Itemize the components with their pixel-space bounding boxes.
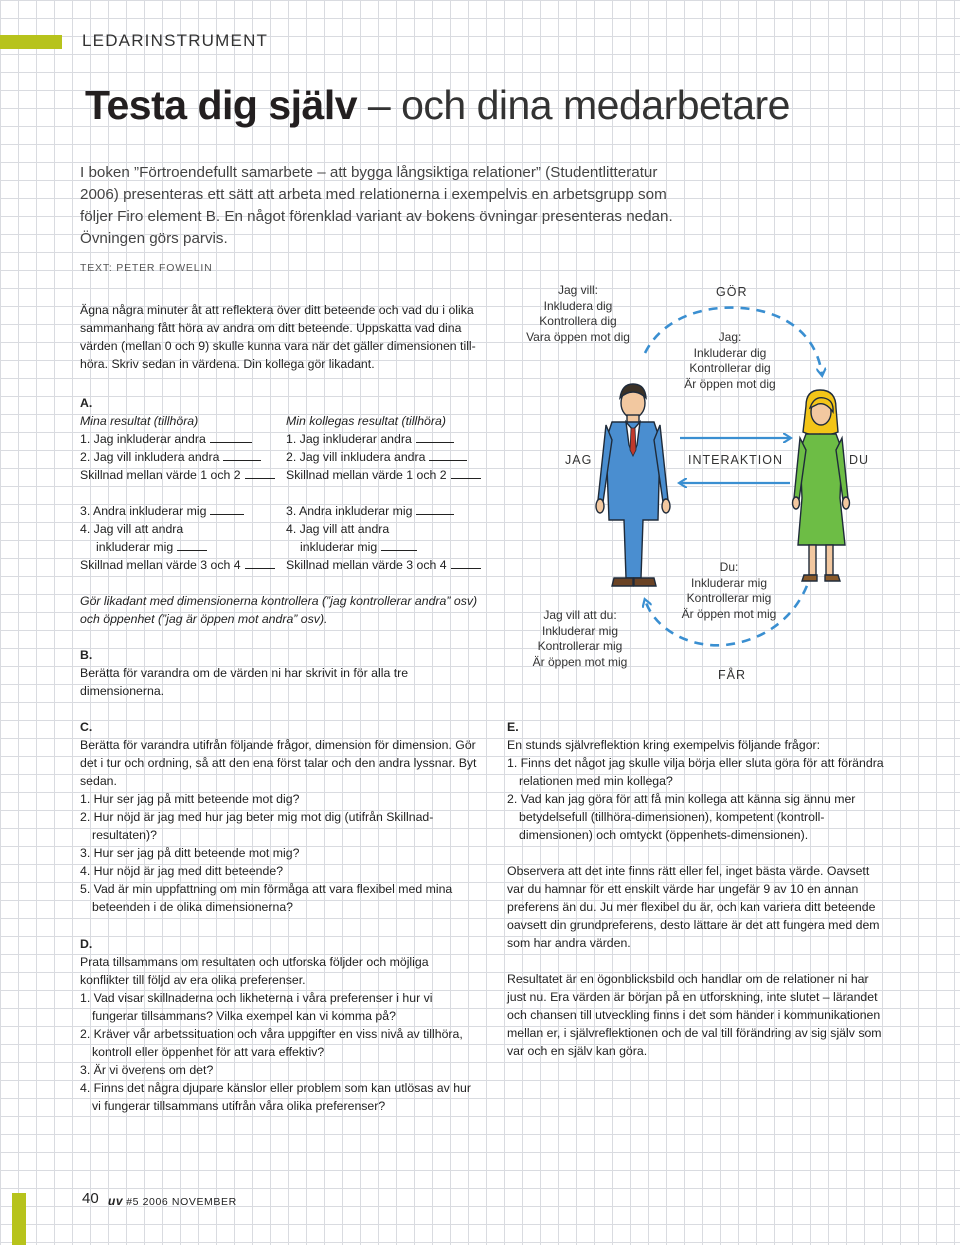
section-c-question-2: 2. Hur nöjd är jag med hur jag beter mig mot dig (utifrån Skillnad-resultaten)? xyxy=(80,810,434,842)
section-e-intro: En stunds självreflektion kring exempelvis följande frågor: xyxy=(507,738,821,752)
du-label: DU xyxy=(849,453,870,467)
du-text: Du: Inkluderar mig Kontrollerar mig Är öppen mot mig xyxy=(681,560,777,621)
colleague-line-1: 1. Jag inkluderar andra xyxy=(286,430,486,448)
section-label: LEDARINSTRUMENT xyxy=(82,31,269,50)
footer-accent-bar xyxy=(12,1193,26,1245)
my-line-4: 3. Andra inkluderar mig xyxy=(80,502,280,520)
my-line-7: Skillnad mellan värde 3 och 4 xyxy=(80,556,280,574)
colleague-line-6: inkluderar mig xyxy=(286,538,486,556)
section-e-question-2: 2. Vad kan jag göra för att få min kollega att känna sig ännu mer betydelsefull (tillhöra-dimensionen), kompetent (kontroll-dimensionen) och omtyckt (öppenhets-dimensionen). xyxy=(507,792,856,842)
section-e-question-1: 1. Finns det något jag skulle vilja börja eller sluta göra för att förändra relationen med min kollega? xyxy=(507,756,884,788)
colleague-line-5: 4. Jag vill att andra xyxy=(286,522,390,536)
section-a-label: A. xyxy=(80,396,93,410)
magazine-logo: uv xyxy=(108,1194,124,1208)
woman-figure xyxy=(793,390,850,581)
section-d-question-3: 3. Är vi överens om det? xyxy=(80,1063,214,1077)
section-d-label: D. xyxy=(80,937,93,951)
section-d-intro: Prata tillsammans om resultaten och utforska följder och möjliga konflikter till följd av era olika preferenser. xyxy=(80,955,429,987)
my-line-2: 2. Jag vill inkludera andra xyxy=(80,448,280,466)
footer-issue: uv #5 2006 NOVEMBER xyxy=(108,1194,237,1208)
page-number: 40 xyxy=(82,1190,99,1207)
man-figure xyxy=(596,384,670,586)
section-e-paragraph-2: Resultatet är en ögonblicksbild och handlar om de relationer ni har just nu. Era värden är början på en utforskning, inte slutet – lärandet och chansen till utveckling finns i det som händer i kommunikationen mellan er, i självreflektionen och de val till förändring av sig själv som var och en själv kan göra. xyxy=(507,972,882,1058)
my-results-heading: Mina resultat (tillhöra) xyxy=(80,414,199,428)
section-c-question-3: 3. Hur ser jag på ditt beteende mot mig? xyxy=(80,846,300,860)
section-d-question-4: 4. Finns det några djupare känslor eller problem som kan utlösas av hur vi fungerar tillsammans utifrån våra olika preferenser? xyxy=(80,1081,471,1113)
colleague-line-2: 2. Jag vill inkludera andra xyxy=(286,448,486,466)
jag-text: Jag: Inkluderar dig Kontrollerar dig Är öppen mot dig xyxy=(684,330,776,391)
section-d-question-1: 1. Vad visar skillnaderna och likheterna i våra preferenser i hur vi fungerar tillsammans? Vilka exempel kan vi komma på? xyxy=(80,991,433,1023)
byline: TEXT: PETER FOWELIN xyxy=(80,262,213,274)
section-c-question-5: 5. Vad är min uppfattning om min förmåga att vara flexibel med mina beteenden i de olika dimensionerna? xyxy=(80,882,453,914)
page-title: Testa dig själv – och dina medarbetare xyxy=(85,82,790,128)
section-b-label: B. xyxy=(80,648,93,662)
jag-vill-text: Jag vill: Inkludera dig Kontrollera dig Vara öppen mot dig xyxy=(526,283,630,344)
section-a-note: Gör likadant med dimensionerna kontrollera (”jag kontrollerar andra” osv) och öppenhet (”jag är öppen mot andra” osv). xyxy=(80,594,478,626)
section-e-label: E. xyxy=(507,720,519,734)
gor-label: GÖR xyxy=(716,285,748,299)
my-line-1: 1. Jag inkluderar andra xyxy=(80,430,280,448)
colleague-line-4: 3. Andra inkluderar mig xyxy=(286,502,486,520)
my-line-6: inkluderar mig xyxy=(80,538,280,556)
section-d-question-2: 2. Kräver vår arbetssituation och våra uppgifter en viss nivå av tillhöra, kontroll eller öppenhet för att vara effektiv? xyxy=(80,1027,463,1059)
jag-label: JAG xyxy=(565,453,593,467)
colleague-results-heading: Min kollegas resultat (tillhöra) xyxy=(286,414,446,428)
my-line-3: Skillnad mellan värde 1 och 2 xyxy=(80,466,280,484)
colleague-line-7: Skillnad mellan värde 3 och 4 xyxy=(286,556,486,574)
far-label: FÅR xyxy=(718,668,746,682)
interaktion-label: INTERAKTION xyxy=(688,453,784,467)
instructions: Ägna några minuter åt att reflektera över ditt beteende och vad du i olika sammanhang fått höra av andra om ditt beteende. Uppskatta vad dina värden (mellan 0 och 9) skulle kunna vara när det gäller dimensionen till-höra. Skriv sedan in värdena. Din kollega gör likadant. xyxy=(80,303,476,371)
my-line-5: 4. Jag vill att andra xyxy=(80,522,184,536)
intro-paragraph: I boken ”Förtroendefullt samarbete – att bygga långsiktiga relationer” (Studentlitteratur 2006) presenteras ett sätt att arbeta med relationerna i exempelvis en arbetsgrupp som följer Firo element B. En något förenklad variant av bokens övningar presenteras nedan. Övningen görs parvis. xyxy=(80,164,673,247)
section-c-intro: Berätta för varandra utifrån följande frågor, dimension för dimension. Gör det i tur och ordning, så att den ena först talar och den andra lyssnar. Byt sedan. xyxy=(80,738,477,788)
colleague-line-3: Skillnad mellan värde 1 och 2 xyxy=(286,466,486,484)
section-b-text: Berätta för varandra om de värden ni har skrivit in för alla tre dimensionerna. xyxy=(80,666,409,698)
section-c-question-1: 1. Hur ser jag på mitt beteende mot dig? xyxy=(80,792,300,806)
section-c-question-4: 4. Hur nöjd är jag med ditt beteende? xyxy=(80,864,284,878)
section-c-label: C. xyxy=(80,720,93,734)
jag-vill-att-du-text: Jag vill att du: Inkluderar mig Kontrollerar mig Är öppen mot mig xyxy=(532,608,628,669)
section-e-paragraph-1: Observera att det inte finns rätt eller fel, inget bästa värde. Oavsett var du hamnar för ett enskilt värde har ungefär 9 av 10 en annan preferens än du. Ju mer flexibel du är, och kan variera ditt beteende oavsett din grundpreferens, desto lättare är det att fungera med dem som har andra värden. xyxy=(507,864,880,950)
